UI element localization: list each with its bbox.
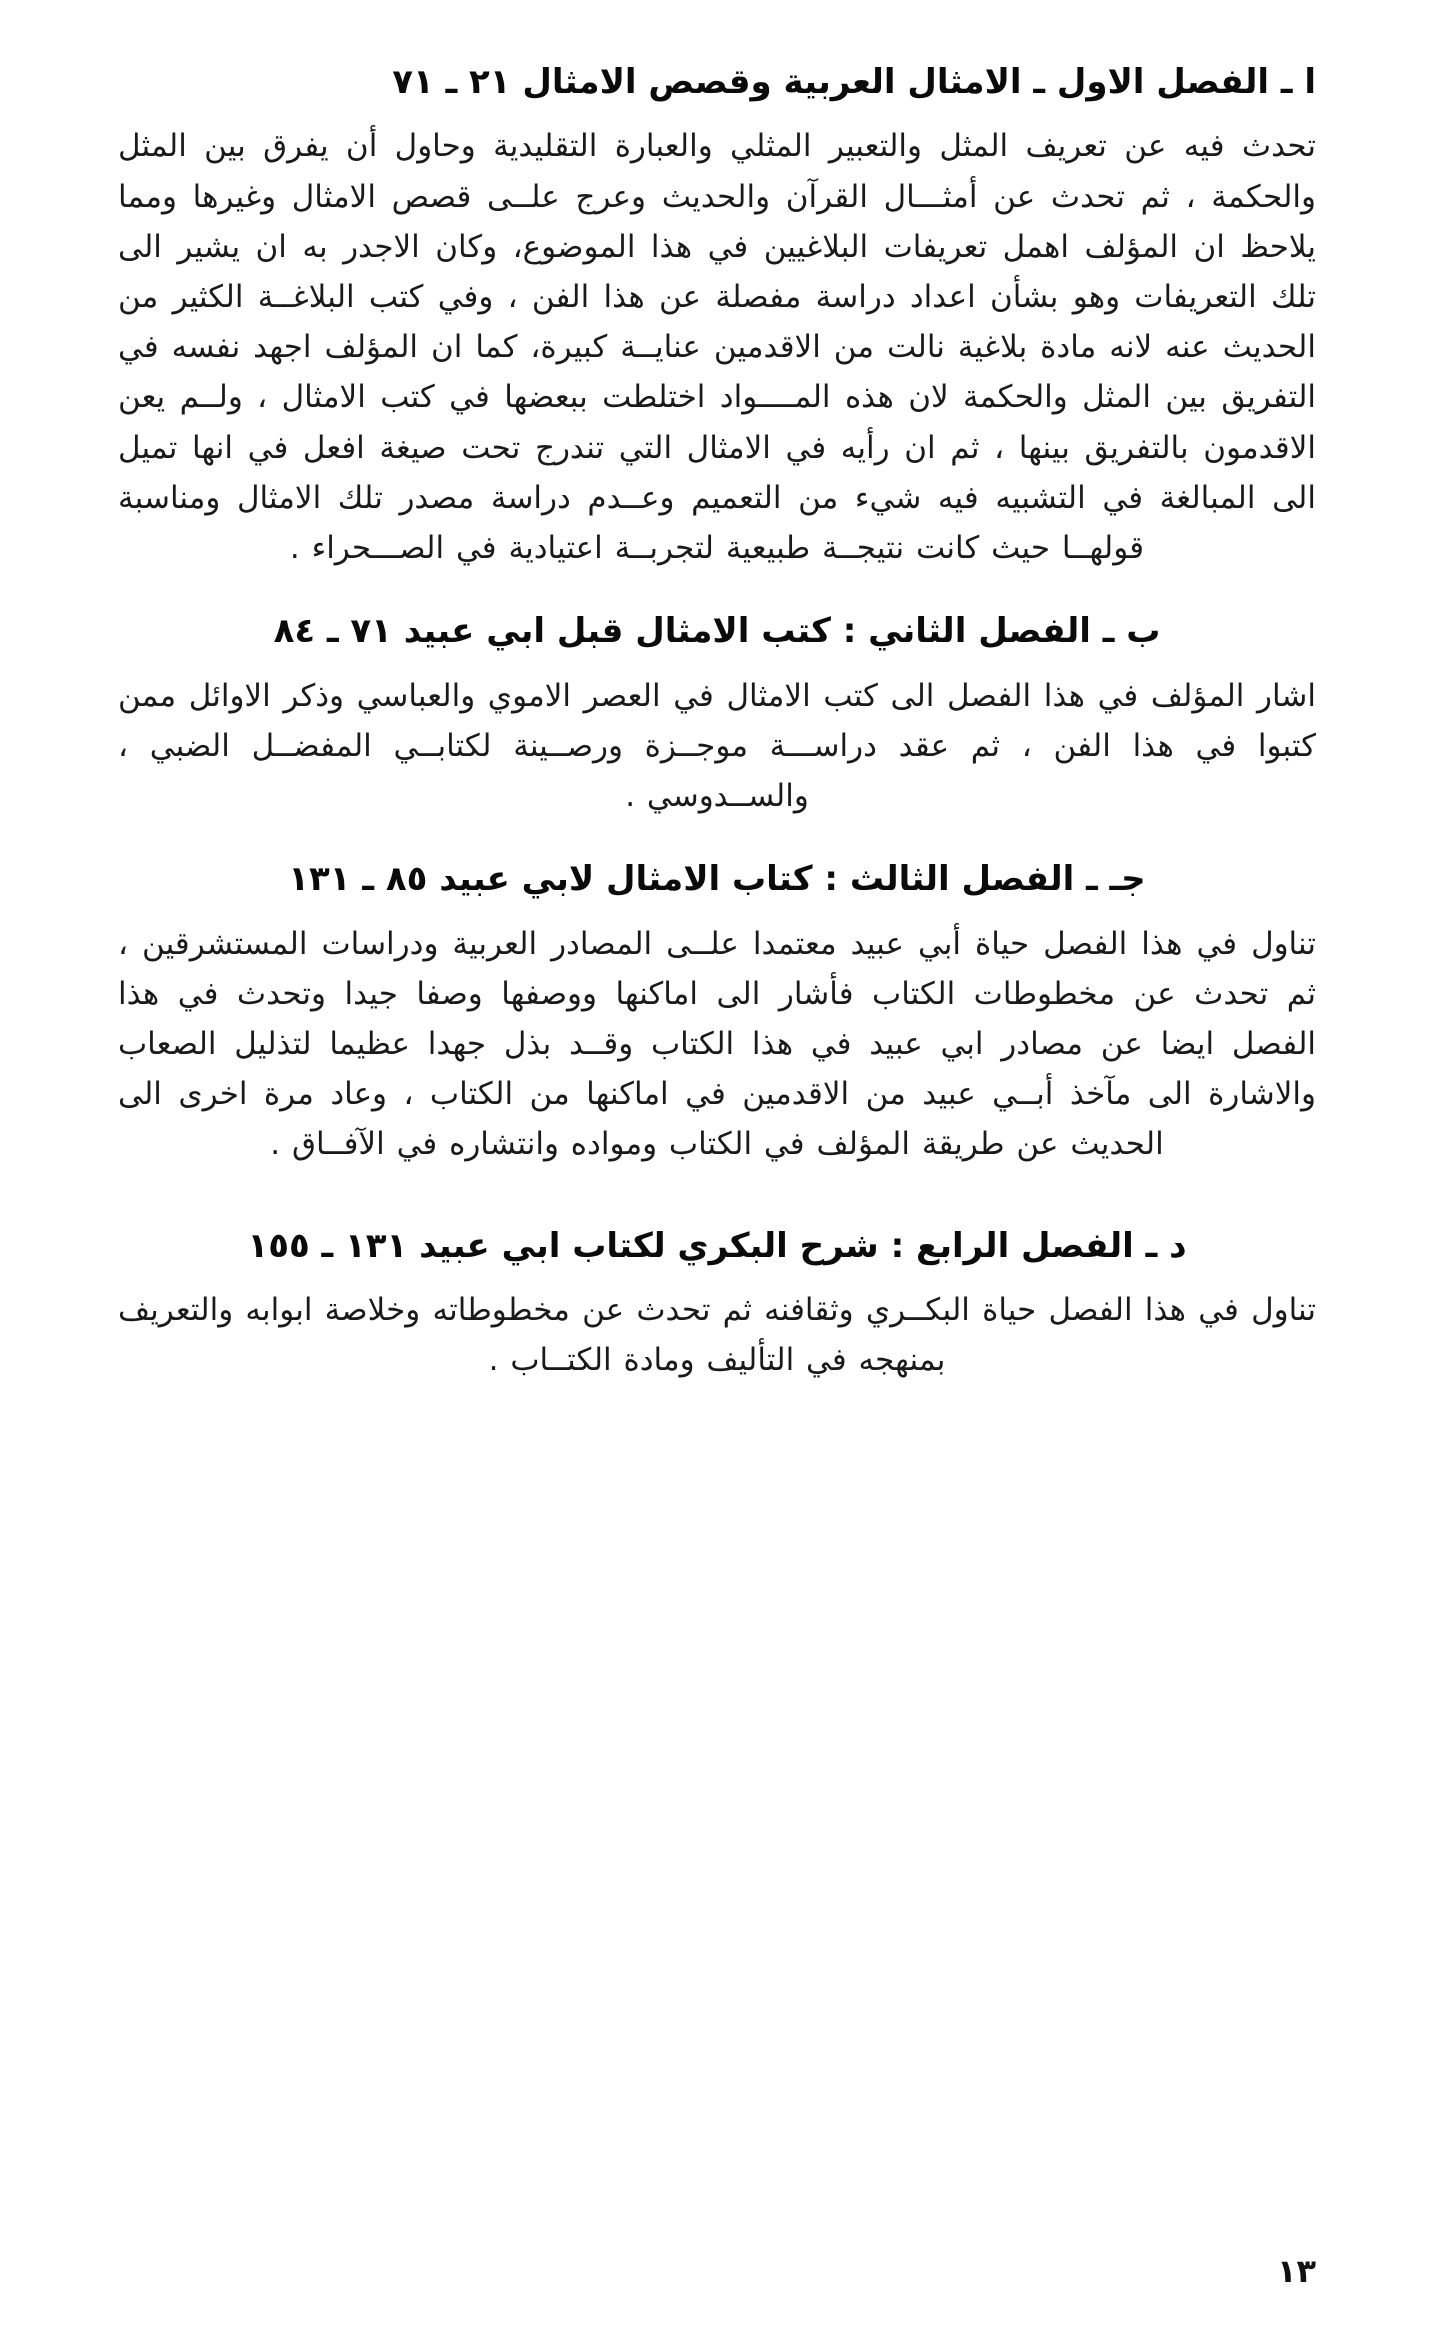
section-spacer <box>118 1204 1316 1222</box>
page-content <box>118 58 1316 1385</box>
chapter-three-heading: جـ ـ الفصل الثالث : كتاب الامثال لابي عبيد ٨٥ ـ ١٣١ <box>288 859 1146 900</box>
chapter-four-paragraph: تناول في هذا الفصل حياة البكــري وثقافنه ثم تحدث عن مخطوطاته وخلاصة ابوابه والتعريف بمنهجه في التأليف ومادة الكتــاب . <box>118 1291 1316 1379</box>
chapter-two-paragraph: اشار المؤلف في هذا الفصل الى كتب الامثال في العصر الاموي والعباسي وذكر الاوائل ممن كتبوا في هذا الفن ، ثم عقد دراســـة موجــزة ورصــينة لكتابــي المفضــل الضبي ، والســدوسي . <box>118 677 1316 814</box>
chapter-four-heading: د ـ الفصل الرابع : شرح البكري لكتاب ابي عبيد ١٣١ ـ ١٥٥ <box>247 1225 1187 1266</box>
chapter-one-heading: ا ـ الفصل الاول ـ الامثال العربية وقصص الامثال ٢١ ـ ٧١ <box>392 62 1316 102</box>
chapter-two-heading: ب ـ الفصل الثاني : كتب الامثال قبل ابي عبيد ٧١ ـ ٨٤ <box>273 611 1161 652</box>
page-number: ١٣ <box>1276 2252 1316 2290</box>
section-heading-block-2 <box>118 607 1316 656</box>
chapter-three-paragraph: تناول في هذا الفصل حياة أبي عبيد معتمدا علــى المصادر العربية ودراسات المستشرقين ، ثم تحدث عن مخطوطات الكتاب فأشار الى اماكنها ووصفها وصفا جيدا وتحدث في هذا الفصل ايضا عن مصادر ابي عبيد في هذا الكتاب وقــد بذل جهدا عظيما لتذليل الصعاب والاشارة الى مآخذ أبــي عبيد من الاقدمين في اماكنها من الكتاب ، وعاد مرة اخرى الى الحديث عن طريقة المؤلف في الكتاب ومواده وانتشاره في الآفــاق . <box>118 925 1316 1163</box>
section-heading-block-4 <box>118 1222 1316 1271</box>
chapter-one-paragraph: تحدث فيه عن تعريف المثل والتعبير المثلي والعبارة التقليدية وحاول أن يفرق بين المثل والحكمة ، ثم تحدث عن أمثـــال القرآن والحديث وعرج علــى قصص الامثال وغيرها ومما يلاحظ ان المؤلف اهمل تعريفات البلاغيين في هذا الموضوع، وكان الاجدر به ان يشير الى تلك التعريفات وهو بشأن اعداد دراسة مفصلة عن هذا الفن ، وفي كتب البلاغــة الكثير من الحديث عنه لانه مادة بلاغية نالت من الاقدمين عنايــة كبيرة، كما ان المؤلف اجهد نفسه في التفريق بين المثل والحكمة لان هذه المــــواد اختلطت ببعضها في كتب الامثال ، ولــم يعن الاقدمون بالتفريق بينها ، ثم ان رأيه في الامثال التي تندرج تحت صيغة افعل في انها تميل الى المبالغة في التشبيه فيه شيء من التعميم وعــدم دراسة مصدر تلك الامثال ومناسبة قولهــا حيث كانت نتيجــة طبيعية لتجربــة اعتيادية في الصـــحراء . <box>118 128 1316 567</box>
section-heading-block-1 <box>118 58 1316 107</box>
section-heading-block-3 <box>118 855 1316 904</box>
